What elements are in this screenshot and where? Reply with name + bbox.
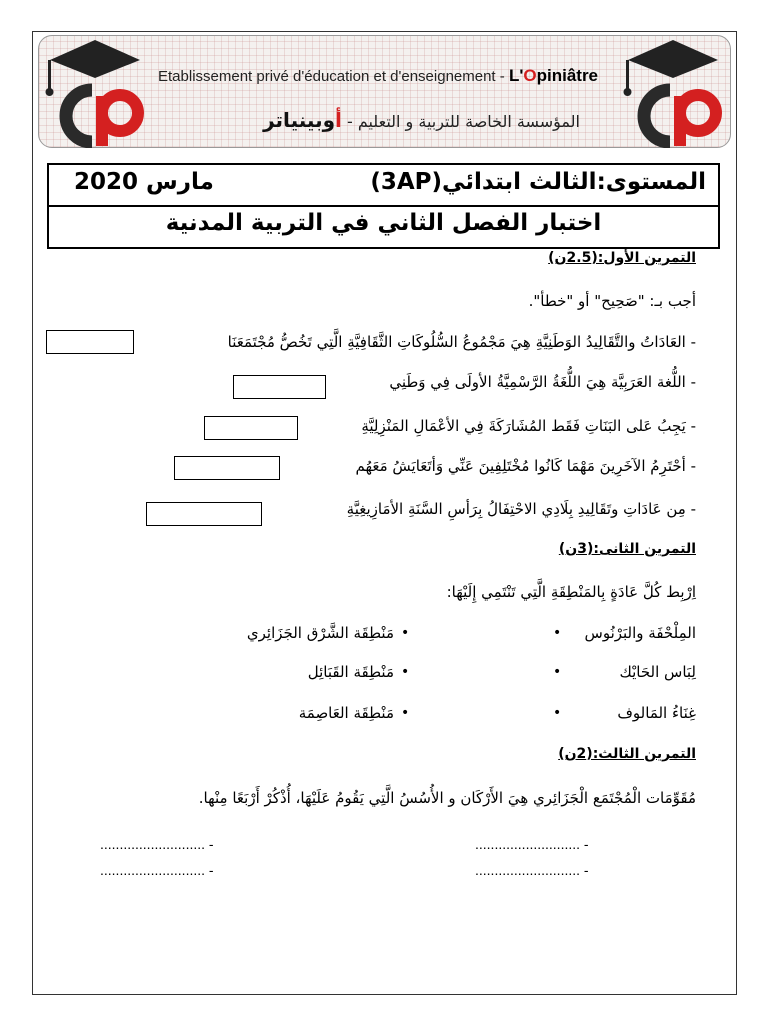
exercise1-item-5: - مِن عَادَاتِ وتَقَالِيدِ بِلَادِي الاحْتِفَالُ بِرَأسِ السَّنَةِ الأمَازِيغِيَّةِ [346, 500, 696, 518]
level-box [47, 163, 720, 207]
exercise1-item-3: - يَجِبُ عَلى البَنَاتِ فَقَط المُشَارَكَةَ فِي الأعْمَالِ المَنْزِلِيَّةِ [361, 417, 696, 435]
custom-bullet-1[interactable]: • [553, 625, 562, 641]
answer-line-4[interactable]: ........................... - [100, 862, 214, 878]
exercise1-item-2: - اللُّغة العَرَبِيَّة هِيَ اللُّغَةُ الرَّسْمِيَّةُ الأولَى فِي وَطَنِي [389, 373, 696, 391]
exam-date: مارس 2020 [74, 169, 214, 195]
answer-line-1[interactable]: ........................... - [475, 836, 589, 852]
level-label: المستوى:الثالث ابتدائي(3AP) [370, 169, 706, 195]
answer-box-2[interactable] [233, 375, 326, 399]
region-item-3: مَنْطِقَة العَاصِمَة [298, 704, 394, 722]
french-text: Etablissement privé d'éducation et d'enseignement - [158, 68, 509, 85]
brand-arabic: أوبينياتر [263, 108, 342, 132]
exam-title: اختبار الفصل الثاني في التربية المدنية [165, 210, 602, 236]
region-item-2: مَنْطِقَة القَبَائِل [307, 663, 394, 681]
custom-item-1: المِلْحْفَة والبَرْنُوس [584, 624, 696, 642]
exercise1-heading: التمرين الأول:(2.5ن) [548, 250, 696, 266]
exercise2-instruction: اِرْبِط كُلَّ عَادَةٍ بِالمَنْطِقَةِ الَّتِي تَنْتَمِي إِلَيْهَا: [446, 583, 696, 601]
custom-item-3: غِنَاءُ المَالوف [617, 704, 696, 722]
brand-latin: L'Opiniâtre [508, 66, 599, 85]
exercise2-heading: التمرين الثانى:(3ن) [558, 541, 696, 557]
school-logo-right [618, 38, 728, 148]
exercise1-item-1: - العَادَاتُ والتَّقَالِيدُ الوَطَنِيَّةِ هِيَ مَجْمُوعُ السُّلُوكَاتِ الثَّقَافِيَّةِ الَّتِي تَخُصُّ مُجْتَمَعَنَا [227, 333, 696, 351]
exam-title-box [47, 205, 720, 249]
answer-box-5[interactable] [146, 502, 262, 526]
school-logo-left [40, 38, 150, 148]
answer-box-1[interactable] [46, 330, 134, 354]
region-bullet-3[interactable]: • [401, 705, 410, 721]
exercise3-heading: التمرين الثالث:(2ن) [558, 746, 696, 762]
exercise1-item-4: - أحْتَرِمُ الآخَرِينَ مَهْمَا كَانُوا مُخْتَلِفِينَ عَنِّي وَأتَعَايَشُ مَعَهُم [355, 457, 696, 475]
region-bullet-2[interactable]: • [401, 664, 410, 680]
institution-name-french [158, 66, 628, 86]
exercise3-instruction: مُقَوِّمَات الْمُجْتَمَع الْجَزَائِري هِيَ الأَرْكَان و الأُسُسُ الَّتِي يَقُومُ عَلَيْهَا، أُذْكُرْ أَرْبَعًا مِنْها. [198, 789, 696, 807]
exercise1-instruction: أجب بـ: "صَحِيح" أو "خطأ". [528, 292, 696, 310]
institution-name-arabic [200, 108, 580, 132]
answer-line-3[interactable]: ........................... - [475, 862, 589, 878]
answer-box-4[interactable] [174, 456, 280, 480]
custom-item-2: لِبَاس الحَايْك [619, 663, 696, 681]
region-item-1: مَنْطِقَة الشَّرْق الجَزَائِري [246, 624, 394, 642]
custom-bullet-2[interactable]: • [553, 664, 562, 680]
arabic-text: المؤسسة الخاصة للتربية و التعليم - [341, 112, 580, 131]
answer-box-3[interactable] [204, 416, 298, 440]
region-bullet-1[interactable]: • [401, 625, 410, 641]
custom-bullet-3[interactable]: • [553, 705, 562, 721]
answer-line-2[interactable]: ........................... - [100, 836, 214, 852]
